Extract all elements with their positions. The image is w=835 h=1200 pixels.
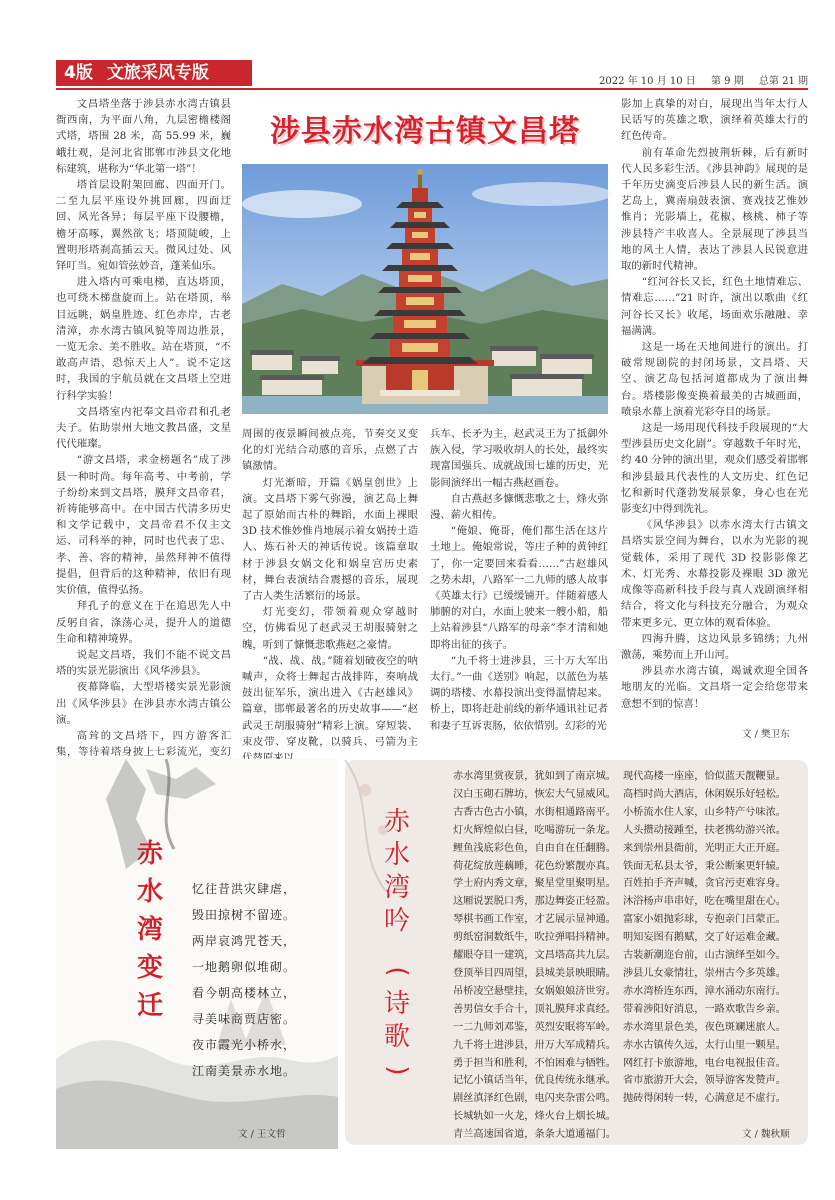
- poem-line: 登顶举目四周望，县城美景映眼睛。: [453, 967, 616, 979]
- poem-line: 荷花绽放莲藕睡，花色纷繁靓亦真。: [453, 860, 616, 872]
- poem-line: 明知妄图有鹅赋，交了好运难金藏。: [623, 932, 786, 944]
- poem-2-title: 赤水湾吟: [383, 807, 410, 936]
- poem-line: 两岸哀鸿咒苍天，: [192, 934, 297, 948]
- poem-line: 记忆小镇话当年，优良传统永继承。: [453, 1075, 616, 1087]
- paragraph: 文昌塔室内祀奉文昌帝君和孔老夫子。佑助崇州大地文教昌盛，文星代代璀璨。: [56, 405, 231, 451]
- pagoda-photo: [242, 164, 608, 414]
- poem-line: 人头攒动接踵至，扶老携幼游兴浓。: [623, 824, 786, 836]
- article-column-3: [430, 426, 608, 748]
- poem-line: 江南美景赤水地。: [192, 1064, 297, 1078]
- poem-line: 带着涉阳好消息，一路欢歌告乡亲。: [623, 1003, 786, 1015]
- article-author: 文 / 樊卫东: [742, 729, 790, 740]
- poem-line: 长城轨如一火龙，烽火台上烟长城。: [453, 1111, 616, 1123]
- poem-line: 百姓拍手齐声喊，贪官污吏难容身。: [623, 878, 786, 890]
- page-header: [56, 60, 808, 92]
- poem-line: 耀眼夺目一建筑，文昌塔高共九层。: [453, 950, 616, 962]
- paragraph: 拜孔子的意义在于在追思先人中反躬自省，涤荡心灵，提升人的道德生命和精神境界。: [56, 600, 231, 645]
- poem-1-title: 赤水湾变迁: [136, 839, 163, 1021]
- issue-date: 2022 年 10 月 10 日: [599, 76, 696, 87]
- article-title: 涉县赤水湾古镇文昌塔: [270, 114, 580, 149]
- paragraph: 塔首层设附架回廊、四面开门。二至九层平座设外挑回廊，四面迂回、风光各异；每层平座下设腰檐，檐牙高啄，翼然欲飞；塔顶陡峻，上置明形塔刹高插云天。微风过处、风铎叮当。宛如管弦妙音，蓬莱仙乐。: [56, 179, 231, 273]
- poem-line: 学士府内秀文章，聚星堂里聚明星。: [453, 878, 616, 890]
- poem-2-author: 文 / 魏秋顺: [742, 1129, 790, 1140]
- paragraph: 这是一场在天地间进行的演出。打破常规剧院的封闭场景，文昌塔、天空、演艺岛包括河道都成为了演出舞台。塔楼影像变换着最美的古城画面，喷泉水幕上演着光彩夺目的场景。: [621, 341, 808, 418]
- poem-line: 剧丝滇泽红色剧，电闪夹杂雷公鸣。: [453, 1093, 616, 1105]
- poem-line: 一地鹅卵似堆砌。: [192, 960, 297, 974]
- paragraph: 说起文昌塔，我们不能不说文昌塔的实景光影演出《风华涉县》。: [56, 648, 231, 678]
- poem-line: 鲤鱼浅底彩色鱼，自由自在任翻腾。: [453, 842, 616, 854]
- poem-line: 忆往昔洪灾肆虐，: [192, 882, 297, 896]
- poem-line: 富家小姐抛彩球，专抱亲门吕蒙正。: [623, 914, 786, 926]
- poem-line: 一二九师刘邓鉴，英烈安眠将军岭。: [453, 1021, 616, 1033]
- poem-line: 沐浴杨声串串好，吃在嘴里甜在心。: [623, 896, 786, 908]
- poem-2-subtitle-text: 诗歌: [383, 989, 410, 1052]
- poem-line: 省市旅游开大会，领导游客发赞声。: [623, 1075, 786, 1087]
- header-rule: [56, 88, 808, 90]
- poem-line: 毁田掠树不留迹。: [192, 908, 297, 922]
- poem-line: 古香古色古小镇，水街相通路南平。: [453, 806, 616, 818]
- poem-1-lines: [192, 876, 312, 1084]
- poem-line: 汉白玉砌石牌坊，恢宏大气显威风。: [453, 788, 616, 800]
- poem-line: 勇于担当和胜利，不怕困难与牺牲。: [453, 1057, 616, 1069]
- poem-line: 来到崇州县衙前，光明正大正开庭。: [623, 842, 786, 854]
- paragraph: 《风华涉县》以赤水湾太行古镇文昌塔实景空间为舞台，以水为光影的视觉载体，采用了现代 3D 投影影像艺术、灯光秀、水幕投影及裸眼 3D 激光成像等高新科技手段与真人戏剧演绎相结合，将文化与科技充分融合，为观众带来更多元、更立体的观看体验。: [621, 519, 808, 629]
- poem-line: 夜市霞光小桥水，: [192, 1038, 297, 1052]
- paragraph: 涉县赤水湾古镇，竭诚欢迎全国各地朋友的光临。文昌塔一定会给您带来意想不到的惊喜！: [621, 665, 808, 710]
- paragraph: “红河谷长又长，红色土地情难忘、情难忘……”21 时许，演出以歌曲《红河谷长又长》收尾，场面欢乐融融、幸福满满。: [621, 276, 808, 337]
- poem-line: 抛砖得闲转一转，心满意足不虚行。: [623, 1093, 786, 1105]
- page-number: 4版: [64, 63, 93, 83]
- poem-line: 赤水湾里赏夜景，犹如到了南京城。: [453, 771, 616, 782]
- poem-line: 古装新潮迩台前，山古演绎至如今。: [623, 950, 786, 962]
- poem-line: 高档时尚大酒店，休闲娱乐好轻松。: [623, 788, 786, 800]
- paragraph: 高耸的文昌塔下，四方游客汇集，等待着塔身披上七彩流光，变幻: [56, 729, 231, 759]
- issue-info: [587, 72, 808, 87]
- poem-line: 赤水湾桥连东西，漳水涌动东南行。: [623, 985, 786, 997]
- paragraph: 影加上真挚的对白，展现出当年太行人民话写的英雄之歌，演绎着英雄太行的红色传奇。: [621, 98, 808, 143]
- poem-line: 灯火辉煌似白昼，吃喝游玩一条龙。: [453, 824, 616, 836]
- poem-line: 小桥流水住人家，山乡特产兮味浓。: [623, 806, 786, 818]
- poem-line: 铁面无私县太爷，秉公断案更轩辕。: [623, 860, 786, 872]
- pagoda-illustration: [242, 164, 608, 414]
- poem-line: 看今朝高楼林立，: [192, 986, 297, 1000]
- paragraph: 前有革命先烈披荆斩棘，后有新时代人民多彩生活。《涉县神韵》展现的是千年历史滴变后涉县人民的新生活。演艺岛上，冀南扇鼓表演、赛戏技艺惟妙惟肖；光影墙上，花椒、核桃、柿子等涉县特产丰收喜人。全景展现了涉县当地的风土人情，表达了涉县人民锐意进取的新时代精神。: [621, 146, 808, 273]
- paragraph: 灯光渐暗，开篇《娲皇创世》上演。文昌塔下雾气弥漫，演艺岛上舞起了原始而古朴的舞蹈，水面上裸眼 3D 技术惟妙惟肖地展示着女娲抟土造人、炼石补天的神话传说。该篇章取材于涉县女娲文化和娲皇宫历史素材，舞台表演结合震撼的音乐，展现了古人类生活繁衍的场景。: [242, 476, 418, 603]
- paragraph: 进入塔内可乘电梯，直达塔顶，也可绕木梯盘旋而上。站在塔顶，举目远眺，娲皇胜迹、红色赤岸，古老清漳，赤水湾古镇风貌等周边胜景，一览无余、美不胜收。站在塔顶，“不敢高声语，恐惊天上人”。说不定这时，我国的宇航员就在文昌塔上空进行科学实验！: [56, 276, 231, 402]
- paren-left: (: [382, 966, 413, 977]
- paragraph: 四海升腾，这边风景多锦绣；九州激荡，乘势而上开山河。: [621, 632, 808, 661]
- poem-line: 九千将士进涉县，卅万大军成精兵。: [453, 1039, 616, 1051]
- article-column-1: [56, 96, 231, 759]
- paragraph: 灯光变幻，带领着观众穿越时空，仿佛看见了赵武灵王胡服骑射之魄，听到了慷慨悲歌燕赵之豪情。: [242, 606, 418, 651]
- article-column-2: [242, 426, 418, 748]
- poem-line: 赤水古镇传久远，太行山里一颗星。: [623, 1039, 786, 1051]
- paragraph: 夜幕降临，大型塔楼实景光影演出《风华涉县》在涉县赤水湾古镇公演。: [56, 681, 231, 726]
- paragraph: 文昌塔坐落于涉县赤水湾古镇县衙西南，为平面八角，九层密檐楼阁式塔，塔围 28 米，高 55.99 米，巍峨壮观，是河北省邯郸市涉县文化地标建筑，堪称为“华北第一塔”！: [56, 98, 231, 175]
- poem-line: 青兰高速国省道，条条大道通福门。: [453, 1129, 616, 1141]
- poem-line: 剪纸窑洞数纸牛，吹拉弹唱抖精神。: [453, 932, 616, 944]
- paragraph: 周围的夜景瞬间被点亮，节奏交叉变化的灯光结合动感的音乐，点燃了古镇激情。: [242, 428, 418, 473]
- article-column-4: [621, 96, 808, 722]
- poem-line: 赤水湾里景色美，夜色斑斓迷旅人。: [623, 1021, 786, 1033]
- poem-2-column-b: [623, 768, 786, 1108]
- issue-number: 第 9 期: [710, 76, 744, 87]
- poem-line: 寻美味商贾店密。: [192, 1012, 297, 1026]
- poem-line: 涉县儿女豪情壮，崇州古今多英雄。: [623, 967, 786, 979]
- section-title: 文旅采风专版: [106, 63, 209, 83]
- poem-line: 琴棋书画工作室，才艺展示显神通。: [453, 914, 616, 926]
- paragraph: “九千将士进涉县，三十万大军出太行。”一曲《送别》响起，以蓝色为基调的塔楼、水幕投演出变得温情起来。桥上，即将赶赴前线的新华通讯社记者和妻子互诉衷肠，依依惜别。幻彩的光: [430, 654, 608, 732]
- paragraph: “俺娘、俺哥，俺们都生活在这片土地上。俺娘常说，等庄子种的黄钟红了，你一定要回来看看……”古赵雄风之势未却，八路军一二九师的感人故事《英雄太行》已缓缓铺开。伴随着感人肺腑的对白，水面上驶来一艘小船，船上站着涉县“八路军的母亲”李才清和她即将出征的孩子。: [430, 525, 608, 651]
- poem-1-author: 文 / 王文哲: [238, 1129, 286, 1140]
- poem-line: 这厢说罢脱口秀，那边舞姿正轻盈。: [453, 896, 616, 908]
- poem-line: 网红打卡旅游地，电台电视报佳音。: [623, 1057, 786, 1069]
- paragraph: “战、战、战。”随着划破夜空的呐喊声，众将士舞起古战排阵，奏响战鼓出征军乐，演出进入《古赵雄风》篇章，邯郸最著名的历史故事——“赵武灵王胡服骑射”精彩上演。穿短装、束皮带、穿皮靴，以骑兵、弓箭为主: [242, 654, 418, 748]
- section-banner: [56, 60, 252, 86]
- paragraph: 兵车、长矛为主，赵武灵王为了抵御外族入侵，学习吸收胡人的长处，最终实现富国强兵、成就战国七雄的历史，光影间演绎出一幅古燕赵画卷。: [430, 428, 608, 489]
- paragraph: 这是一场用现代科技手段展现的“大型涉县历史文化剧”。穿越数千年时光，约 40 分钟的演出里，观众们感受着邯郸和涉县最具代表性的人文历史、红色记忆和新时代蓬勃发展景象，身心也在光影变幻中得到洗礼。: [621, 422, 808, 516]
- paragraph: “游文昌塔，求金榜题名”成了涉县一种时尚。每年高考、中考前，学子纷纷来到文昌塔，膜拜文昌帝君，祈祷能够高中。在中国古代清多历史和文学记载中，文昌帝君不仅主文运、司科举的神，同时也代表了忠、孝、善、容的精神，虽然拜神不值得提倡，但背后的这种精神，依旧有现实价值，值得弘扬。: [56, 454, 231, 597]
- poem-line: 善男信女手合十，顶礼膜拜求真经。: [453, 1003, 616, 1015]
- poem-line: 现代高楼一座座，恰似蓝天靓鞭显。: [623, 771, 786, 782]
- paren-right: ): [382, 1065, 413, 1076]
- paragraph: 自古燕赵多慷慨悲歌之士，烽火弥漫、薪火相传。: [430, 492, 608, 522]
- poem-2-column-a: [453, 768, 616, 1144]
- poem-2-subtitle: [380, 955, 414, 1087]
- issue-total: 总第 21 期: [758, 76, 808, 87]
- poem-line: 吊桥凌空悬壁挂，女娲娘娘济世穷。: [453, 985, 616, 997]
